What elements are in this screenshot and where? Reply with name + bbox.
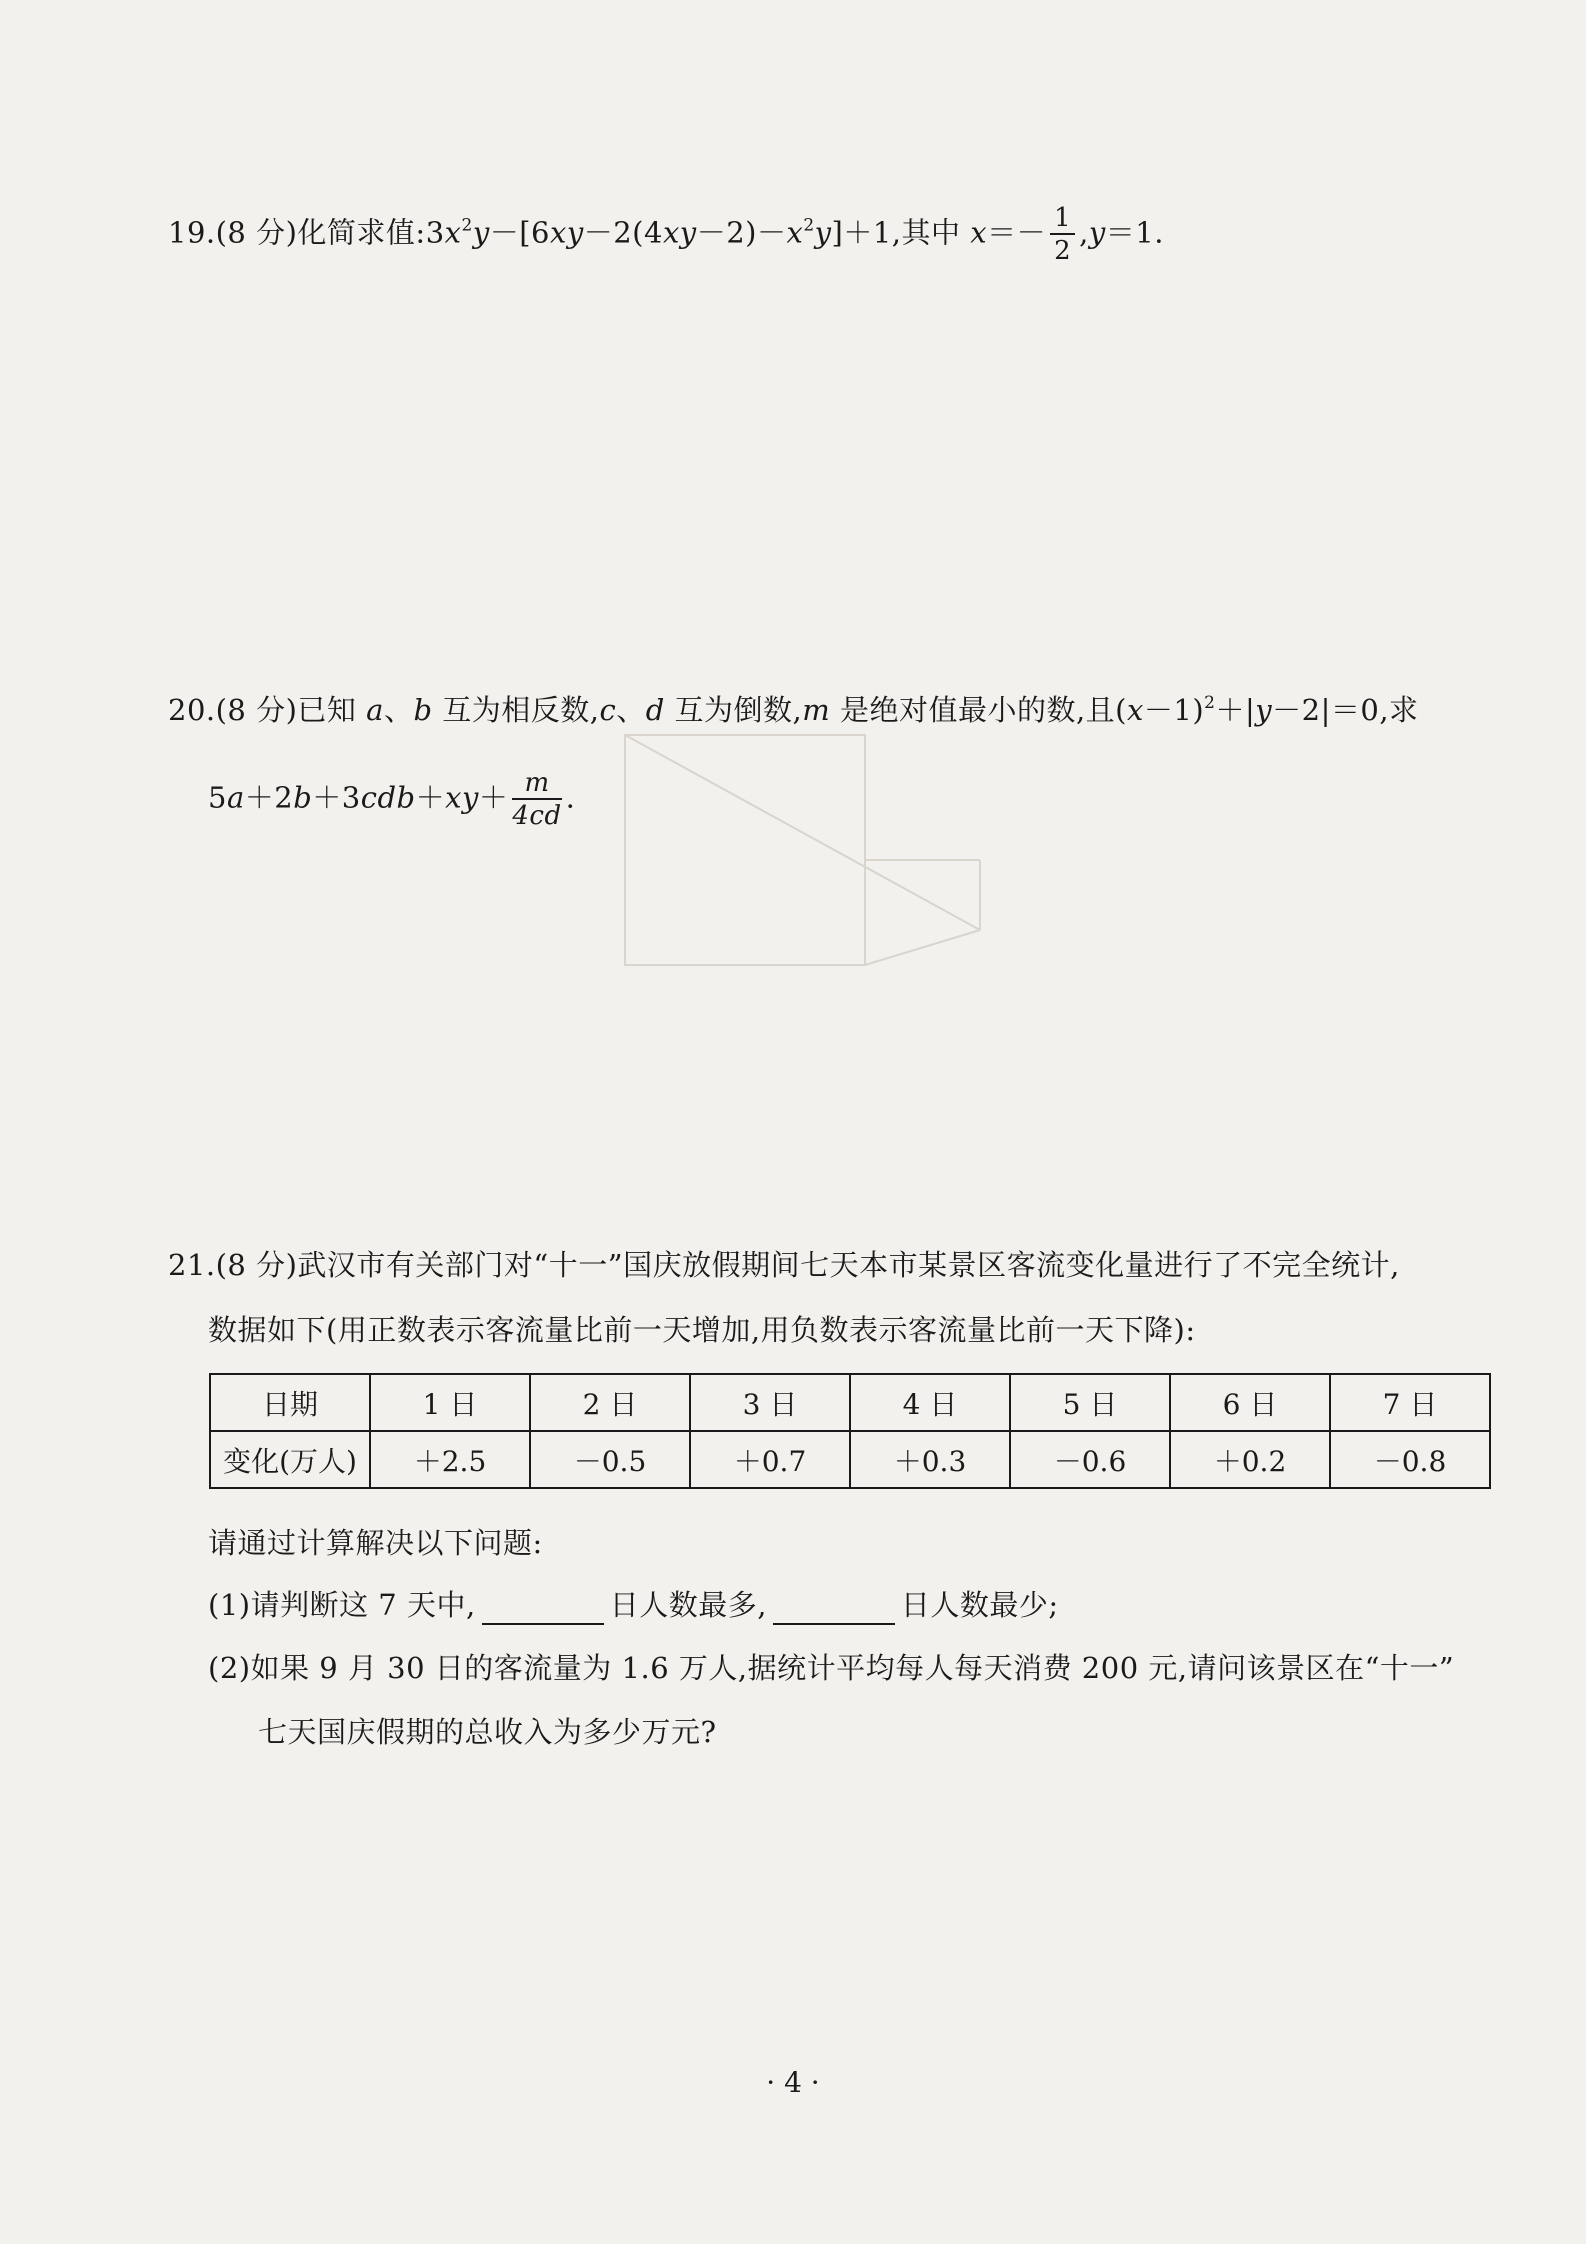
table-header-row [210, 1374, 1490, 1431]
day-cell: 3 日 [690, 1374, 850, 1431]
question-20-line-2: 5a＋2b＋3cdb＋xy＋ $\frac{m}{4cd}$ . [208, 768, 576, 831]
bleed-through-diagram [620, 730, 1000, 990]
fraction-one-half: $\frac{1}{2}$ [1050, 205, 1075, 264]
day-cell: 6 日 [1170, 1374, 1330, 1431]
question-21-line-2: 数据如下(用正数表示客流量比前一天增加,用负数表示客流量比前一天下降): [208, 1313, 1196, 1347]
day-cell: 7 日 [1330, 1374, 1490, 1431]
table-header-label: 日期 [210, 1374, 370, 1431]
table-row-label: 变化(万人) [210, 1431, 370, 1488]
table-change-row [210, 1431, 1490, 1488]
day-cell: 5 日 [1010, 1374, 1170, 1431]
change-cell: ＋0.7 [690, 1431, 850, 1488]
q19-label: 19.(8 分)化简求值: [168, 215, 426, 250]
change-cell: －0.5 [530, 1431, 690, 1488]
change-cell: ＋0.2 [1170, 1431, 1330, 1488]
day-cell: 2 日 [530, 1374, 690, 1431]
question-19: 19.(8 分)化简求值$:3x^2y-[6xy-2(4xy-2)-x^2y]+1$,其中 x＝－ $\frac{1}{2}$ ,y＝1. [168, 203, 1164, 266]
fraction-m-over-4cd: $\frac{m}{4cd}$ [512, 768, 562, 831]
change-cell: －0.6 [1010, 1431, 1170, 1488]
change-cell: －0.8 [1330, 1431, 1490, 1488]
change-cell: ＋2.5 [370, 1431, 530, 1488]
tourist-flow-table [209, 1373, 1491, 1489]
question-21-part-2-line-2: 七天国庆假期的总收入为多少万元? [258, 1715, 717, 1749]
question-20-line-1: 20.(8 分)已知 a、b 互为相反数,c、d 互为倒数,m 是绝对值最小的数,且$(x-1)^2+|y-2|=0$,求 [168, 693, 1419, 727]
change-cell: ＋0.3 [850, 1431, 1010, 1488]
day-cell: 1 日 [370, 1374, 530, 1431]
question-21-line-1: 21.(8 分)武汉市有关部门对“十一”国庆放假期间七天本市某景区客流变化量进行了不完全统计, [168, 1248, 1400, 1282]
question-21-instruction: 请通过计算解决以下问题: [208, 1526, 543, 1560]
page-number: · 4 · [766, 2066, 820, 2099]
answer-blank-least[interactable] [773, 1593, 895, 1625]
question-21-part-1: (1)请判断这 7 天中, 日人数最多, 日人数最少; [208, 1585, 1059, 1625]
day-cell: 4 日 [850, 1374, 1010, 1431]
question-21-part-2-line-1: (2)如果 9 月 30 日的客流量为 1.6 万人,据统计平均每人每天消费 200 元,请问该景区在“十一” [208, 1651, 1455, 1685]
q20-label: 20.(8 分)已知 [168, 693, 357, 727]
answer-blank-most[interactable] [482, 1593, 604, 1625]
